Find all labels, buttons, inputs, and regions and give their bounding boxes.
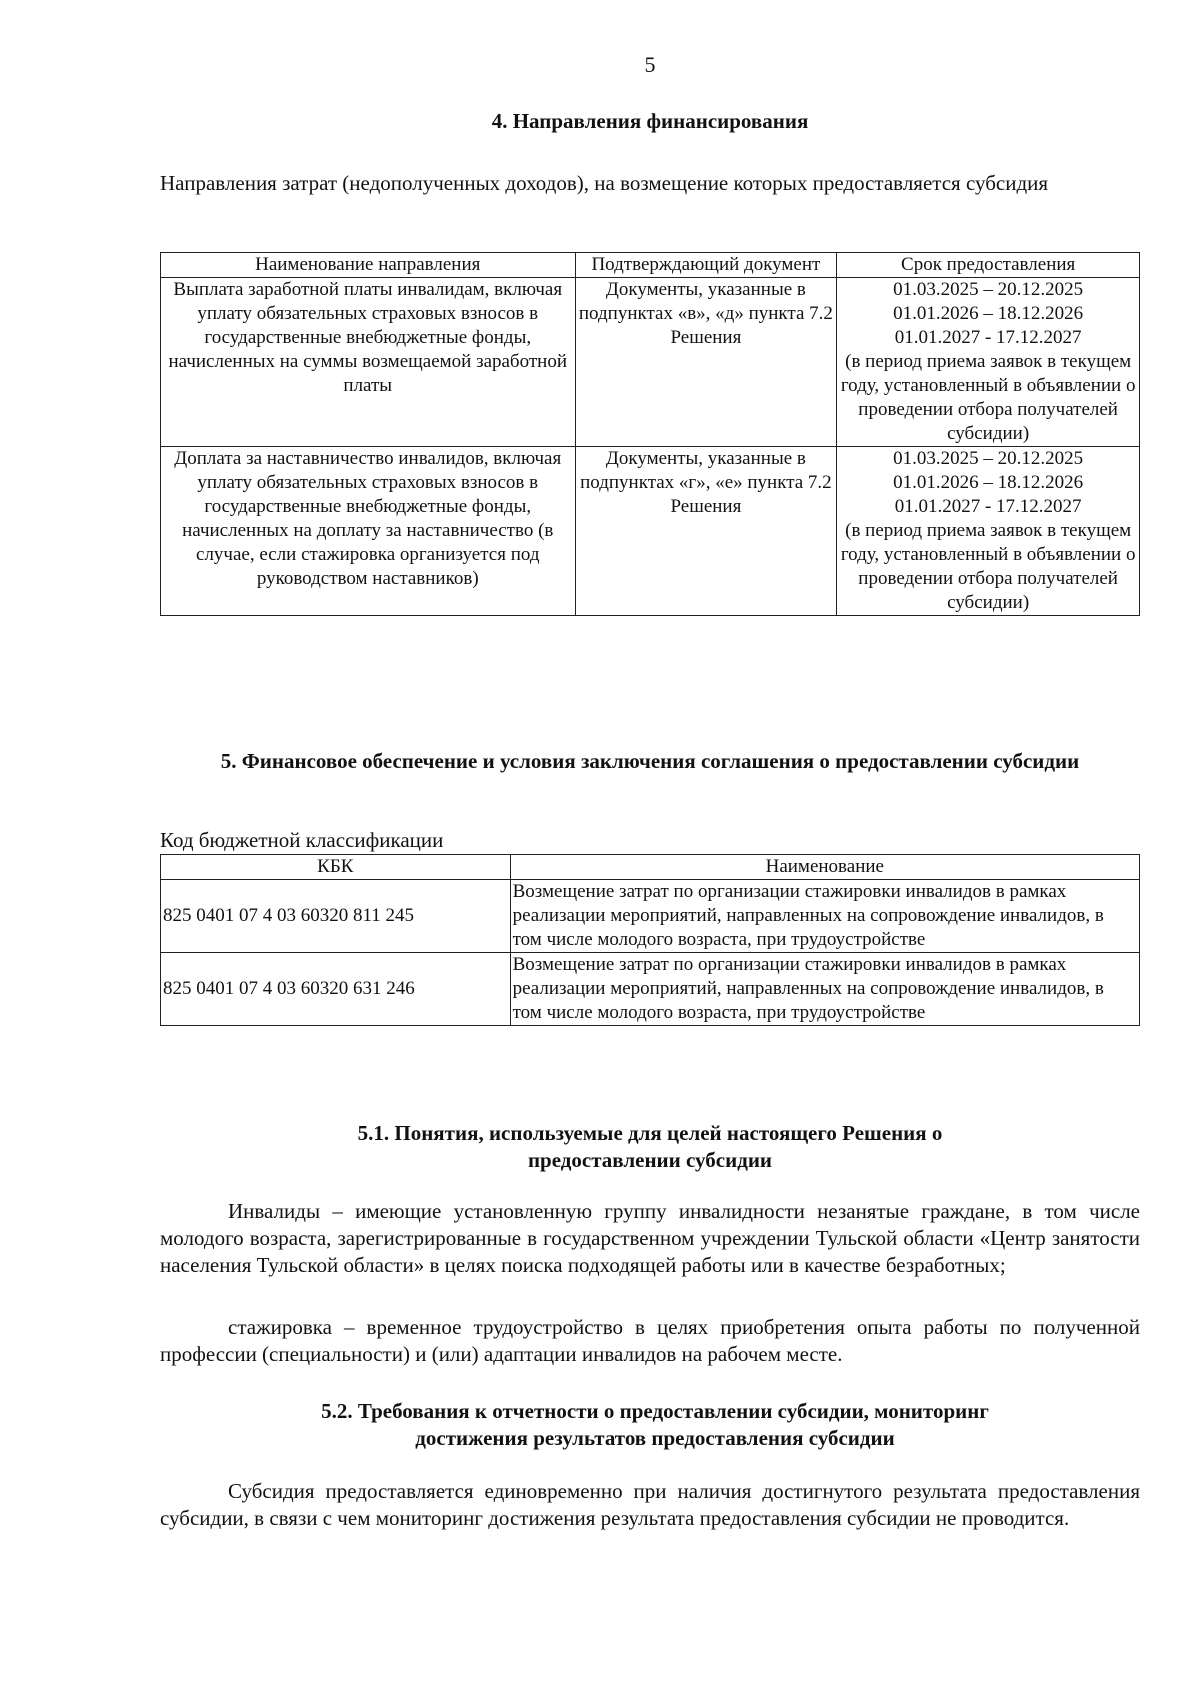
budget-classification-caption: Код бюджетной классификации	[160, 828, 444, 852]
column-header-direction: Наименование направления	[161, 253, 576, 278]
section-5-2-paragraph: Субсидия предоставляется единовременно при наличия достигнутого результата предоставления субсидии, в связи с чем мониторинг достижения результата предоставления субсидии не проводится.	[160, 1479, 1140, 1530]
period-2027: 01.01.2027 - 17.12.2027	[894, 327, 1082, 348]
table-header-row	[161, 855, 1140, 880]
section-5-1-heading: 5.1. Понятия, используемые для целей настоящего Решения о предоставлении субсидии	[357, 1121, 943, 1172]
kbk-cell: 825 0401 07 4 03 60320 631 246	[161, 953, 511, 1026]
section-4-heading: 4. Направления финансирования	[491, 109, 809, 133]
section-4-intro: Направления затрат (недополученных доходов), на возмещение которых предоставляется субсидия	[160, 171, 1049, 195]
period-2025: 01.03.2025 – 20.12.2025	[893, 448, 1084, 469]
period-2027: 01.01.2027 - 17.12.2027	[894, 496, 1082, 517]
column-header-document: Подтверждающий документ	[575, 253, 837, 278]
column-header-period: Срок предоставления	[837, 253, 1140, 278]
period-2026: 01.01.2026 – 18.12.2026	[893, 472, 1084, 493]
definition-internship: стажировка – временное трудоустройство в целях приобретения опыта работы по полученной профессии (специальности) и (или) адаптации инвалидов на рабочем месте.	[160, 1315, 1140, 1366]
table-row	[161, 447, 1140, 616]
period-cell	[837, 278, 1140, 447]
period-cell	[837, 447, 1140, 616]
table-row	[161, 953, 1140, 1026]
funding-directions-table	[160, 252, 1140, 616]
period-note: (в период приема заявок в текущем году, установленный в объявлении о проведении отбора получателей субсидии)	[840, 520, 1136, 613]
table-header-row	[161, 253, 1140, 278]
kbk-cell: 825 0401 07 4 03 60320 811 245	[161, 880, 511, 953]
document-cell: Документы, указанные в подпунктах «в», «д» пункта 7.2 Решения	[575, 278, 837, 447]
period-note: (в период приема заявок в текущем году, установленный в объявлении о проведении отбора получателей субсидии)	[840, 351, 1136, 444]
kbk-name-cell: Возмещение затрат по организации стажировки инвалидов в рамках реализации мероприятий, направленных на сопровождение инвалидов, в том числе молодого возраста, при трудоустройстве	[510, 953, 1139, 1026]
page-number: 5	[644, 52, 656, 77]
section-5-2-heading: 5.2. Требования к отчетности о предоставлении субсидии, мониторинг достижения результатов предоставления субсидии	[321, 1399, 989, 1450]
definition-invalids: Инвалиды – имеющие установленную группу инвалидности незанятые граждане, в том числе молодого возраста, зарегистрированные в государственном учреждении Тульской области «Центр занятости населения Тульской области» в целях поиска подходящей работы или в качестве безработных;	[160, 1199, 1140, 1277]
table-row	[161, 278, 1140, 447]
direction-name-cell: Выплата заработной платы инвалидам, включая уплату обязательных страховых взносов в государственные внебюджетные фонды, начисленных на суммы возмещаемой заработной платы	[161, 278, 576, 447]
kbk-name-cell: Возмещение затрат по организации стажировки инвалидов в рамках реализации мероприятий, направленных на сопровождение инвалидов, в том числе молодого возраста, при трудоустройстве	[510, 880, 1139, 953]
budget-codes-table	[160, 854, 1140, 1026]
period-2026: 01.01.2026 – 18.12.2026	[893, 303, 1084, 324]
table-row	[161, 880, 1140, 953]
period-2025: 01.03.2025 – 20.12.2025	[893, 279, 1084, 300]
column-header-name: Наименование	[510, 855, 1139, 880]
column-header-kbk: КБК	[161, 855, 511, 880]
document-cell: Документы, указанные в подпунктах «г», «е» пункта 7.2 Решения	[575, 447, 837, 616]
section-5-heading: 5. Финансовое обеспечение и условия заключения соглашения о предоставлении субсидии	[220, 749, 1080, 773]
direction-name-cell: Доплата за наставничество инвалидов, включая уплату обязательных страховых взносов в государственные внебюджетные фонды, начисленных на доплату за наставничество (в случае, если стажировка организуется под руководством наставников)	[161, 447, 576, 616]
